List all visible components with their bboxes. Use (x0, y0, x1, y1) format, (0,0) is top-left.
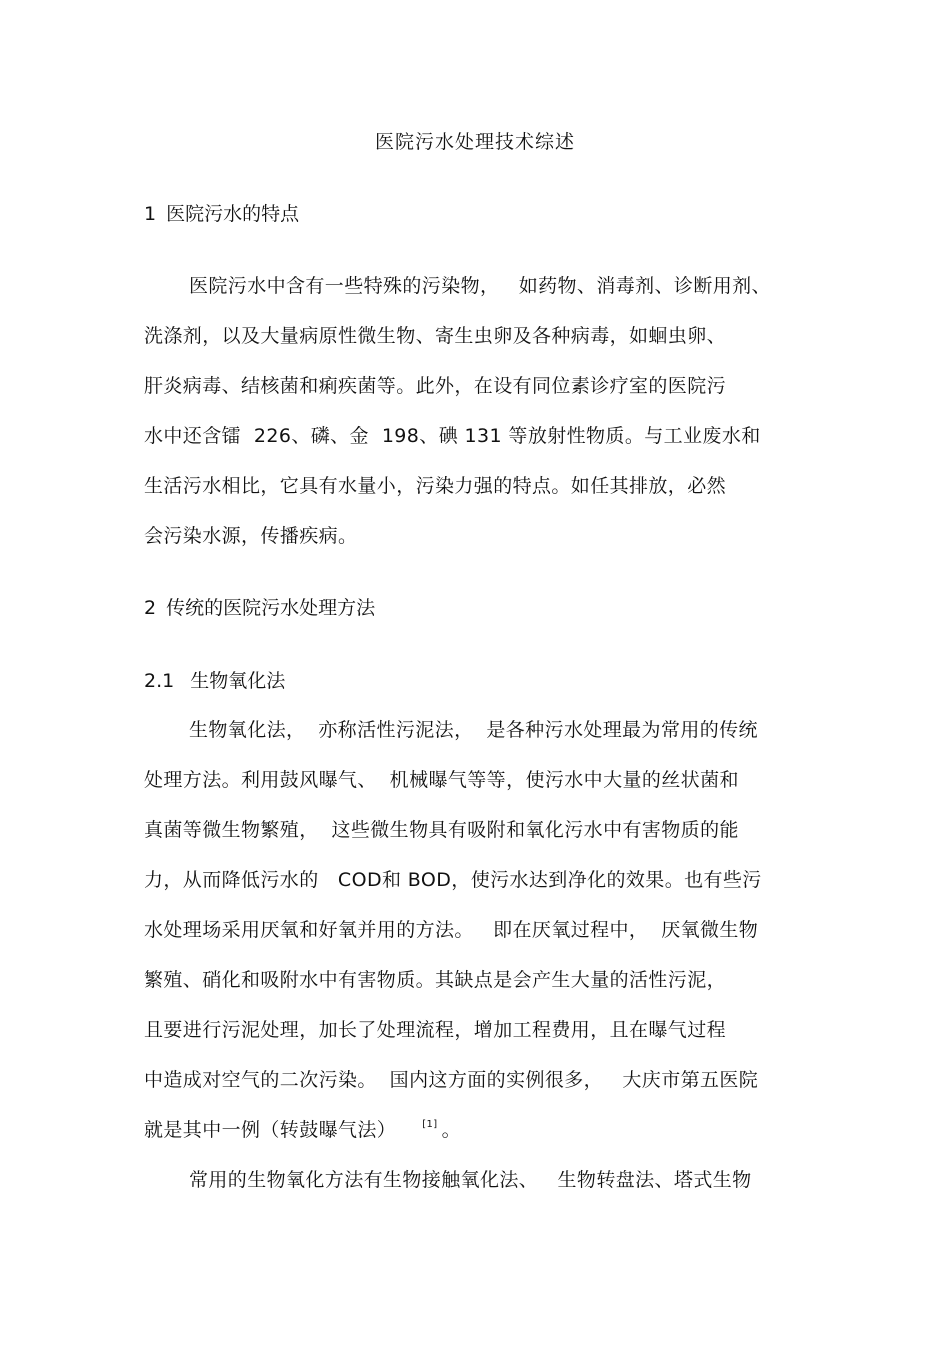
section-2-1-line-6: 繁殖、硝化和吸附水中有害物质。其缺点是会产生大量的活性污泥， (144, 969, 727, 991)
section-2-1-line-7: 且要进行污泥处理，加长了处理流程，增加工程费用，且在曝气过程 (144, 1019, 727, 1041)
line-9-text: 就是其中一例（转鼓曝气法） (144, 1119, 397, 1141)
section-2-1-line-3: 真菌等微生物繁殖， 这些微生物具有吸附和氧化污水中有害物质的能 (144, 819, 739, 841)
line-9-end: 。 (441, 1119, 461, 1141)
section-1-line-5: 生活污水相比，它具有水量小，污染力强的特点。如任其排放，必然 (144, 475, 727, 497)
section-1-title: 医院污水的特点 (166, 203, 300, 225)
section-2-1-number: 2.1 (144, 670, 175, 692)
section-2-1-line-2: 处理方法。利用鼓风曝气、 机械曝气等等，使污水中大量的丝状菌和 (144, 769, 739, 791)
document-title: 医院污水处理技术综述 (374, 131, 575, 153)
section-1-line-1: 医院污水中含有一些特殊的污染物， 如药物、消毒剂、诊断用剂、 (189, 275, 771, 297)
section-1-heading (144, 200, 299, 228)
section-1-line-4: 水中还含镭 226、磷、金 198、碘 131 等放射性物质。与工业废水和 (144, 425, 761, 447)
citation-marker[interactable]: [1] (422, 1119, 438, 1130)
section-2-1-heading (144, 667, 285, 695)
section-2-number: 2 (144, 597, 157, 619)
section-1-line-6: 会污染水源，传播疾病。 (144, 525, 358, 547)
section-2-heading (144, 594, 375, 622)
next-paragraph-line-1: 常用的生物氧化方法有生物接触氧化法、 生物转盘法、塔式生物 (189, 1169, 752, 1191)
section-1-number: 1 (144, 203, 157, 225)
section-2-1-line-1: 生物氧化法， 亦称活性污泥法， 是各种污水处理最为常用的传统 (189, 719, 758, 741)
section-2-1-line-8: 中造成对空气的二次污染。 国内这方面的实例很多， 大庆市第五医院 (144, 1069, 759, 1091)
section-1-line-3: 肝炎病毒、结核菌和痢疾菌等。此外，在设有同位素诊疗室的医院污 (144, 375, 727, 397)
section-2-1-line-5: 水处理场采用厌氧和好氧并用的方法。 即在厌氧过程中， 厌氧微生物 (144, 919, 759, 941)
section-2-1-line-4: 力，从而降低污水的 COD和 BOD，使污水达到净化的效果。也有些污 (144, 869, 762, 891)
section-2-title: 传统的医院污水处理方法 (166, 597, 376, 619)
section-1-line-2: 洗涤剂，以及大量病原性微生物、寄生虫卵及各种病毒，如蛔虫卵、 (144, 325, 727, 347)
section-2-1-line-9 (144, 1116, 461, 1148)
section-2-1-title: 生物氧化法 (190, 670, 286, 692)
